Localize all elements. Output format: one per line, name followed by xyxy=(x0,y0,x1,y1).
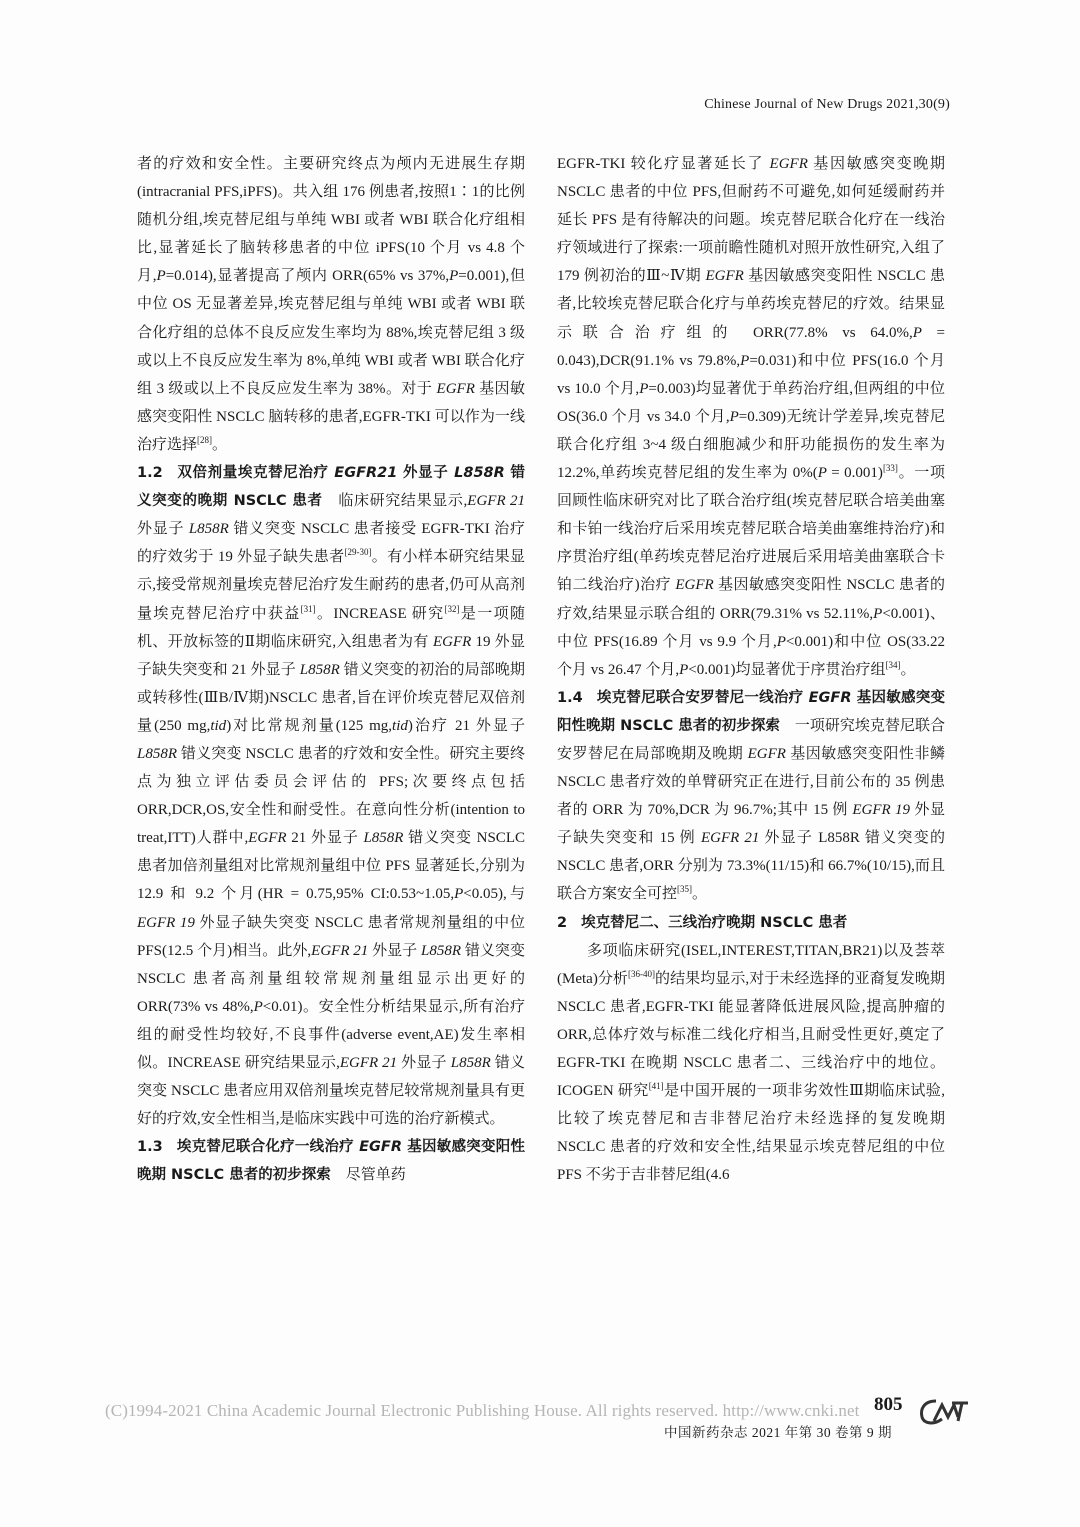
left-column xyxy=(137,150,525,1189)
citation: [33] xyxy=(882,463,898,474)
footer-journal-info: 中国新药杂志 2021 年第 30 卷第 9 期 xyxy=(664,1425,892,1440)
journal-logo-icon xyxy=(918,1397,970,1427)
section-heading: 1.4 埃克替尼联合安罗替尼一线治疗 EGFR 基因敏感突变阳性晚期 NSCLC 患者的初步探索 xyxy=(557,689,945,734)
page-number: 805 xyxy=(874,1394,903,1415)
copyright-watermark: (C)1994-2021 China Academic Journal Electronic Publishing House. All rights reserved. http://www.cnki.net xyxy=(105,1401,860,1420)
section-heading: 1.3 埃克替尼联合化疗一线治疗 EGFR 基因敏感突变阳性晚期 NSCLC 患者的初步探索 xyxy=(137,1139,525,1184)
section-heading: 1.2 双倍剂量埃克替尼治疗 EGFR21 外显子 L858R 错义突变的晚期 NSCLC 患者 xyxy=(137,465,525,510)
citation: [32] xyxy=(444,603,460,614)
citation: [31] xyxy=(300,603,316,614)
paragraph: 多项临床研究(ISEL,INTEREST,TITAN,BR21)以及荟萃(Meta)分析[36-40]的结果均显示,对于未经选择的亚裔复发晚期 NSCLC 患者,EGFR-TKI 能显著降低进展风险,提高肿瘤的 ORR,总体疗效与标准二线化疗相当,且耐受性更好,奠定了 EGFR-TKI 在晚期 NSCLC 患者二、三线治疗中的地位。ICOGEN 研究[41]是中国开展的一项非劣效性Ⅲ期临床试验,比较了埃克替尼和吉非替尼治疗未经选择的复发晚期 NSCLC 患者的疗效和安全性,结果显示埃克替尼组的中位 PFS 不劣于吉非替尼组(4.6 xyxy=(557,942,945,1184)
citation: [35] xyxy=(677,884,693,895)
citation: [36-40] xyxy=(628,968,655,979)
citation: [28] xyxy=(197,434,213,445)
paragraph: EGFR-TKI 较化疗显著延长了 EGFR 基因敏感突变晚期 NSCLC 患者的中位 PFS,但耐药不可避免,如何延缓耐药并延长 PFS 是有待解决的问题。埃克替尼联合化疗在一线治疗领域进行了探索:一项前瞻性随机对照开放性研究,入组了 179 例初治的Ⅲ~Ⅳ期 EGFR 基因敏感突变阳性 NSCLC 患者,比较埃克替尼联合化疗与单药埃克替尼的疗效。结果显示联合治疗组的 ORR(77.8% vs 64.0%,P = 0.043),DCR(91.1% vs 79.8%,P=0.031)和中位 PFS(16.0 个月 vs 10.0 个月,P=0.003)均显著优于单药治疗组,但两组的中位 OS(36.0 个月 vs 34.0 个月,P=0.309)无统计学差异,埃克替尼联合化疗组 3~4 级白细胞减少和肝功能损伤的发生率为 12.2%,单药埃克替尼组的发生率为 0%(P = 0.001)[33]。一项回顾性临床研究对比了联合治疗组(埃克替尼联合培美曲塞和卡铂一线治疗后采用埃克替尼联合培美曲塞维持治疗)和序贯治疗组(单药埃克替尼治疗进展后采用培美曲塞联合卡铂二线治疗)治疗 EGFR 基因敏感突变阳性 NSCLC 患者的疗效,结果显示联合组的 ORR(79.31% vs 52.11%,P<0.001)、中位 PFS(16.89 个月 vs 9.9 个月,P<0.001)和中位 OS(33.22 个月 vs 26.47 个月,P<0.001)均显著优于序贯治疗组[34]。 xyxy=(557,156,945,678)
section-1-3: 1.3 埃克替尼联合化疗一线治疗 EGFR 基因敏感突变阳性晚期 NSCLC 患者的初步探索 尽管单药 xyxy=(137,1139,525,1184)
section-2-heading xyxy=(557,909,945,937)
paragraph: 者的疗效和安全性。主要研究终点为颅内无进展生存期(intracranial PFS,iPFS)。共入组 176 例患者,按照1∶1的比例随机分组,埃克替尼组与单纯 WBI 或者 WBI 联合化疗组相比,显著延长了脑转移患者的中位 iPFS(10 个月 vs 4.8 个月,P=0.014),显著提高了颅内 ORR(65% vs 37%,P=0.001),但中位 OS 无显著差异,埃克替尼组与单纯 WBI 或者 WBI 联合化疗组的总体不良反应发生率均为 88%,埃克替尼组 3 级或以上不良反应发生率为 8%,单纯 WBI 或者 WBI 联合化疗组 3 级或以上不良反应发生率为 38%。对于 EGFR 基因敏感突变阳性 NSCLC 脑转移的患者,EGFR-TKI 可以作为一线治疗选择[28]。 xyxy=(137,156,525,453)
running-header: Chinese Journal of New Drugs 2021,30(9) xyxy=(704,97,950,112)
right-column xyxy=(557,150,945,1189)
section-heading: 2 埃克替尼二、三线治疗晚期 NSCLC 患者 xyxy=(557,914,848,931)
citation: [41] xyxy=(648,1081,664,1092)
citation: [34] xyxy=(885,659,901,670)
section-1-4: 1.4 埃克替尼联合安罗替尼一线治疗 EGFR 基因敏感突变阳性晚期 NSCLC 患者的初步探索 一项研究埃克替尼联合安罗替尼在局部晚期及晚期 EGFR 基因敏感突变阳性非鳞 NSCLC 患者疗效的单臂研究正在进行,目前公布的 35 例患者的 ORR 为 70%,DCR 为 96.7%;其中 15 例 EGFR 19 外显子缺失突变和 15 例 EGFR 21 外显子 L858R 错义突变的 NSCLC 患者,ORR 分别为 73.3%(11/15)和 66.7%(10/15),而且联合方案安全可控[35]。 xyxy=(557,689,945,903)
citation: [29-30] xyxy=(344,547,372,558)
section-1-2: 1.2 双倍剂量埃克替尼治疗 EGFR21 外显子 L858R 错义突变的晚期 NSCLC 患者 临床研究结果显示,EGFR 21 外显子 L858R 错义突变 NSCLC 患者接受 EGFR-TKI 治疗的疗效劣于 19 外显子缺失患者[29-30]。有小样本研究结果显示,接受常规剂量埃克替尼治疗发生耐药的患者,仍可从高剂量埃克替尼治疗中获益[31]。INCREASE 研究[32]是一项随机、开放标签的Ⅱ期临床研究,入组患者为有 EGFR 19 外显子缺失突变和 21 外显子 L858R 错义突变的初治的局部晚期或转移性(ⅢB/Ⅳ期)NSCLC 患者,旨在评价埃克替尼双倍剂量(250 mg,tid)对比常规剂量(125 mg,tid)治疗 21 外显子 L858R 错义突变 NSCLC 患者的疗效和安全性。研究主要终点为独立评估委员会评估的 PFS;次要终点包括 ORR,DCR,OS,安全性和耐受性。在意向性分析(intention to treat,ITT)人群中,EGFR 21 外显子 L858R 错义突变 NSCLC 患者加倍剂量组对比常规剂量组中位 PFS 显著延长,分别为 12.9 和 9.2 个月(HR = 0.75,95% CI:0.53~1.05,P<0.05),与 EGFR 19 外显子缺失突变 NSCLC 患者常规剂量组的中位 PFS(12.5 个月)相当。此外,EGFR 21 外显子 L858R 错义突变 NSCLC 患者高剂量组较常规剂量组显示出更好的 ORR(73% vs 48%,P<0.01)。安全性分析结果显示,所有治疗组的耐受性均较好,不良事件(adverse event,AE)发生率相似。INCREASE 研究结果显示,EGFR 21 外显子 L858R 错义突变 NSCLC 患者应用双倍剂量埃克替尼较常规剂量具有更好的疗效,安全性相当,是临床实践中可选的治疗新模式。 xyxy=(137,465,525,1128)
